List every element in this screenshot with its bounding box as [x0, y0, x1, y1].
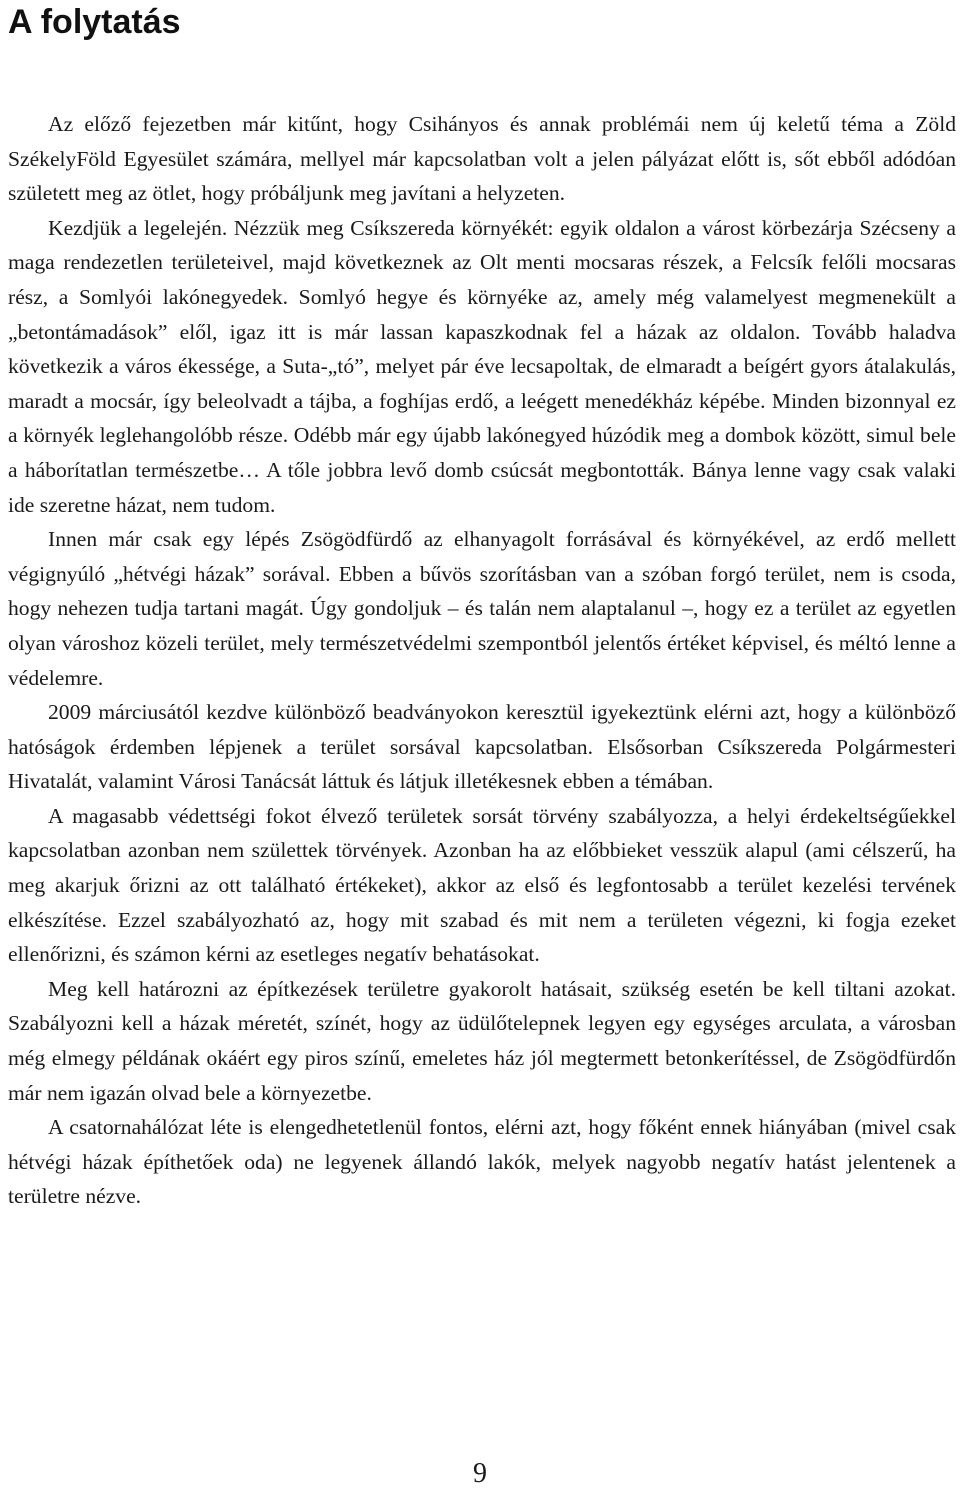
- paragraph-5: A magasabb védettségi fokot élvező területek sorsát törvény szabályozza, a helyi érdekeltségűekkel kapcsolatban azonban nem születtek törvények. Azonban ha az előbbieket vesszük alapul (ami célszerű, ha meg akarjuk őrizni az ott található értékeket), akkor az első és legfontosabb a terület kezelési tervének elkészítése. Ezzel szabályozható az, hogy mit szabad és mit nem a területen végezni, ki fogja ezeket ellenőrizni, és számon kérni az esetleges negatív behatásokat.: [8, 803, 956, 967]
- page-number: 9: [473, 1458, 487, 1489]
- paragraph-4: 2009 márciusától kezdve különböző beadványokon keresztül igyekeztünk elérni azt, hogy a különböző hatóságok érdemben lépjenek a terület sorsával kapcsolatban. Elsősorban Csíkszereda Polgármesteri Hivatalát, valamint Városi Tanácsát láttuk és látjuk illetékesnek ebben a témában.: [8, 700, 956, 794]
- paragraph-6: Meg kell határozni az építkezések területre gyakorolt hatásait, szükség esetén be kell tiltani azokat. Szabályozni kell a házak méretét, színét, hogy az üdülőtelepnek legyen egy egységes arculata, a városban még elmegy példának okáért egy piros színű, emeletes ház jól megtermett betonkerítéssel, de Zsögödfürdőn már nem igazán olvad bele a környezetbe.: [8, 976, 956, 1105]
- paragraph-1: Az előző fejezetben már kitűnt, hogy Csihányos és annak problémái nem új keletű téma a Zöld SzékelyFöld Egyesület számára, mellyel már kapcsolatban volt a jelen pályázat előtt is, sőt ebből adódóan született meg az ötlet, hogy próbáljunk meg javítani a helyzeten.: [8, 112, 956, 206]
- paragraph-7: A csatornahálózat léte is elengedhetetlenül fontos, elérni azt, hogy főként ennek hiányában (mivel csak hétvégi házak építhetőek oda) ne legyenek állandó lakók, melyek nagyobb negatív hatást jelentenek a területre nézve.: [8, 1115, 956, 1209]
- body-text: [8, 107, 956, 1214]
- paragraph-3: Innen már csak egy lépés Zsögödfürdő az elhanyagolt forrásával és környékével, az erdő mellett végignyúló „hétvégi házak” sorával. Ebben a bűvös szorításban van a szóban forgó terület, nem is csoda, hogy nehezen tudja tartani magát. Úgy gondoljuk – és talán nem alaptalanul –, hogy ez a terület az egyetlen olyan városhoz közeli terület, mely természetvédelmi szempontból jelentős értéket képvisel, és méltó lenne a védelemre.: [8, 527, 956, 690]
- page-title: A folytatás: [8, 3, 181, 41]
- paragraph-2: Kezdjük a legelején. Nézzük meg Csíkszereda környékét: egyik oldalon a várost körbezárja Szécseny a maga rendezetlen területeivel, majd következnek az Olt menti mocsaras részek, a Felcsík felőli mocsaras rész, a Somlyói lakónegyedek. Somlyó hegye és környéke az, amely még valamelyest megmenekült a „betontámadások” elől, igaz itt is már lassan kapaszkodnak fel a házak az oldalon. Tovább haladva következik a város ékessége, a Suta-„tó”, melyet pár éve lecsapoltak, de elmaradt a beígért gyors átalakulás, maradt a mocsár, így beleolvadt a tájba, a foghíjas erdő, a leégett menedékház képébe. Minden bizonnyal ez a környék leglehangolóbb része. Odébb már egy újabb lakónegyed húzódik meg a dombok között, simul bele a háborítatlan természetbe… A tőle jobbra levő domb csúcsát megbontották. Bánya lenne vagy csak valaki ide szeretne házat, nem tudom.: [8, 215, 956, 517]
